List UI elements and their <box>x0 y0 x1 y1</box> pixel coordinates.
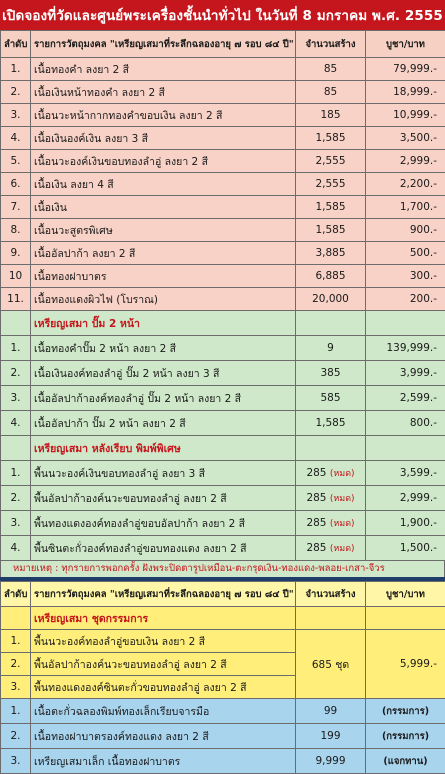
section-qty-cell <box>296 311 366 336</box>
row-qty <box>296 361 366 386</box>
row-price: 3,500.- <box>366 127 445 150</box>
section-no-cell <box>1 607 31 630</box>
row-item-name: เนื้อทองฝาบาตรองค์ทองแดง ลงยา 2 สี <box>31 724 296 749</box>
row-no: 3. <box>1 511 31 536</box>
table-row <box>1 288 445 311</box>
row-qty <box>296 411 366 436</box>
row-qty <box>296 386 366 411</box>
row-item-name: เนื้อทองฝาบาตร <box>31 265 296 288</box>
row-qty-value: 185 <box>320 109 340 121</box>
row-qty-value: 285 <box>306 517 326 529</box>
row-item-name: เนื้อนวะหน้ากากทองคำขอบเงิน ลงยา 2 สี <box>31 104 296 127</box>
row-qty: 9,999 <box>296 749 366 774</box>
row-item-name: เนื้ออัลปาก้าองค์ทองลำอู่ ปั๊ม 2 หน้า ลงยา 2 สี <box>31 386 296 411</box>
row-qty <box>296 127 366 150</box>
row-item-name: พื้นทองแดงองค์ซินตะกั่วขอบทองลำอู่ ลงยา 2 สี <box>31 676 296 699</box>
page-title: เปิดจองที่วัดและศูนย์พระเครื่องชั้นนำทั่วไป ในวันที่ 8 มกราคม พ.ศ. 2555 <box>0 0 445 30</box>
row-no: 3. <box>1 749 31 774</box>
row-no: 2. <box>1 81 31 104</box>
header-qty: จำนวนสร้าง <box>296 31 366 58</box>
row-no: 1. <box>1 630 31 653</box>
header2-name: รายการวัตถุมงคล "เหรียญเสมาที่ระลึกฉลองอายุ ๗ รอบ ๘๔ ปี" <box>31 582 296 607</box>
section-price-cell <box>366 436 445 461</box>
row-qty-value: 385 <box>320 367 340 379</box>
row-qty-value: 1,585 <box>315 132 345 144</box>
row-qty <box>296 173 366 196</box>
row-qty-value: 20,000 <box>312 293 349 305</box>
row-qty <box>296 336 366 361</box>
row-item-name: เนื้ออัลปาก้า ลงยา 2 สี <box>31 242 296 265</box>
row-qty-value: 9 <box>327 342 334 354</box>
row-qty <box>296 461 366 486</box>
row-price: 2,999.- <box>366 150 445 173</box>
table-row <box>1 724 445 749</box>
row-item-name: พื้นอัลปาก้าองค์นวะขอบทองลำอู่ ลงยา 2 สี <box>31 486 296 511</box>
table-row <box>1 58 445 81</box>
table-row <box>1 630 445 653</box>
row-qty: 99 <box>296 699 366 724</box>
row-no: 5. <box>1 150 31 173</box>
set-price: 5,999.- <box>366 630 445 699</box>
row-item-name: พื้นนวะองค์เงินขอบทองลำอู่ ลงยา 3 สี <box>31 461 296 486</box>
section-label <box>31 436 296 461</box>
row-item-name: เนื้อทองคำปั๊ม 2 หน้า ลงยา 2 สี <box>31 336 296 361</box>
row-qty-value: 1,585 <box>315 201 345 213</box>
section-header-row <box>1 436 445 461</box>
row-price: 900.- <box>366 219 445 242</box>
row-qty <box>296 536 366 561</box>
row-no: 1. <box>1 58 31 81</box>
table-row <box>1 361 445 386</box>
row-item-name: พื้นอัลปาก้าองค์นวะขอบทองลำอู่ ลงยา 2 สี <box>31 653 296 676</box>
row-no: 2. <box>1 653 31 676</box>
row-price: 2,999.- <box>366 486 445 511</box>
row-price: 800.- <box>366 411 445 436</box>
row-no: 1. <box>1 336 31 361</box>
row-price: (กรรมการ) <box>366 724 445 749</box>
header-price: บูชา/บาท <box>366 31 445 58</box>
table-row <box>1 196 445 219</box>
section-qty-cell <box>296 607 366 630</box>
footnote: หมายเหตุ : ทุกรายการพอกครั้ง ฝังพระปิดตารูปเหมือน-ตะกรุดเงิน-ทองแดง-พลอย-เกสา-จีวร <box>0 561 445 577</box>
row-price: 300.- <box>366 265 445 288</box>
row-item-name: เนื้อเงิน ลงยา 4 สี <box>31 173 296 196</box>
row-no: 2. <box>1 724 31 749</box>
row-qty-value: 285 <box>306 492 326 504</box>
table-row <box>1 461 445 486</box>
section-label-text: เหรียญเสมา ปั๊ม 2 หน้า <box>34 318 140 330</box>
row-qty <box>296 81 366 104</box>
row-qty <box>296 511 366 536</box>
row-qty <box>296 58 366 81</box>
table-row <box>1 127 445 150</box>
row-item-name: เนื้อนวะองค์เงินขอบทองลำอู่ ลงยา 2 สี <box>31 150 296 173</box>
table-row <box>1 173 445 196</box>
row-item-name: เนื้อทองคำ ลงยา 2 สี <box>31 58 296 81</box>
table-row <box>1 411 445 436</box>
header2-qty: จำนวนสร้าง <box>296 582 366 607</box>
table-row <box>1 242 445 265</box>
section-label-text: เหรียญเสมา ชุดกรรมการ <box>34 613 148 625</box>
section-price-cell <box>366 607 445 630</box>
row-no: 2. <box>1 486 31 511</box>
row-price: 1,900.- <box>366 511 445 536</box>
row-item-name: เหรียญเสมาเล็ก เนื้อทองฝาบาตร <box>31 749 296 774</box>
row-price: 10,999.- <box>366 104 445 127</box>
table-header-row <box>1 31 445 58</box>
row-qty-value: 285 <box>306 542 326 554</box>
row-no: 10 <box>1 265 31 288</box>
row-no: 4. <box>1 411 31 436</box>
header-no: ลำดับ <box>1 31 31 58</box>
row-qty <box>296 104 366 127</box>
row-price: 500.- <box>366 242 445 265</box>
row-qty-value: 585 <box>320 392 340 404</box>
row-price: 79,999.- <box>366 58 445 81</box>
row-qty-value: 6,885 <box>315 270 345 282</box>
row-price: (แจกทาน) <box>366 749 445 774</box>
row-no: 6. <box>1 173 31 196</box>
row-qty: 199 <box>296 724 366 749</box>
row-qty <box>296 242 366 265</box>
price-table-committee <box>0 581 445 774</box>
row-price: 18,999.- <box>366 81 445 104</box>
row-no: 2. <box>1 361 31 386</box>
row-price: 1,500.- <box>366 536 445 561</box>
row-price: 3,999.- <box>366 361 445 386</box>
set-qty: 685 ชุด <box>296 630 366 699</box>
row-item-name: เนื้อทองแดงผิวไฟ (โบราณ) <box>31 288 296 311</box>
row-price: 3,599.- <box>366 461 445 486</box>
table-row <box>1 336 445 361</box>
row-no: 1. <box>1 461 31 486</box>
header2-no: ลำดับ <box>1 582 31 607</box>
row-no: 4. <box>1 127 31 150</box>
row-qty <box>296 486 366 511</box>
row-no: 3. <box>1 104 31 127</box>
row-qty <box>296 150 366 173</box>
row-qty-value: 2,555 <box>315 178 345 190</box>
section-price-cell <box>366 311 445 336</box>
table-row <box>1 386 445 411</box>
row-price: 1,700.- <box>366 196 445 219</box>
table-row <box>1 265 445 288</box>
row-qty-value: 3,885 <box>315 247 345 259</box>
row-qty-value: 85 <box>324 86 337 98</box>
table-row <box>1 486 445 511</box>
row-item-name: พื้นซินตะกั่วองค์ทองลำอู่ขอบทองแดง ลงยา 2 สี <box>31 536 296 561</box>
row-no: 3. <box>1 676 31 699</box>
row-qty-value: 285 <box>306 467 326 479</box>
row-qty <box>296 196 366 219</box>
row-qty <box>296 265 366 288</box>
row-item-name: เนื้ออัลปาก้า ปั๊ม 2 หน้า ลงยา 2 สี <box>31 411 296 436</box>
row-item-name: เนื้อเงินองค์เงิน ลงยา 3 สี <box>31 127 296 150</box>
sold-out-badge: (หมด) <box>330 494 355 504</box>
table-row <box>1 699 445 724</box>
row-no: 7. <box>1 196 31 219</box>
section-no-cell <box>1 436 31 461</box>
section-header-row <box>1 607 445 630</box>
section-qty-cell <box>296 436 366 461</box>
row-price: 200.- <box>366 288 445 311</box>
row-price: 2,599.- <box>366 386 445 411</box>
header2-price: บูชา/บาท <box>366 582 445 607</box>
row-item-name: เนื้อเงิน <box>31 196 296 219</box>
row-qty-value: 1,585 <box>315 224 345 236</box>
row-item-name: เนื้อตะกั่วฉลองพิมพ์ทองเล็กเรียบจารมือ <box>31 699 296 724</box>
row-price: (กรรมการ) <box>366 699 445 724</box>
section-label-text: เหรียญเสมา หลังเรียบ พิมพ์พิเศษ <box>34 443 181 455</box>
row-qty <box>296 219 366 242</box>
header-name: รายการวัตถุมงคล "เหรียญเสมาที่ระลึกฉลองอายุ ๗ รอบ ๘๔ ปี" <box>31 31 296 58</box>
table-row <box>1 511 445 536</box>
row-no: 9. <box>1 242 31 265</box>
section-label <box>31 311 296 336</box>
row-price: 2,200.- <box>366 173 445 196</box>
row-qty-value: 1,585 <box>315 417 345 429</box>
row-qty-value: 2,555 <box>315 155 345 167</box>
table-row <box>1 104 445 127</box>
row-no: 8. <box>1 219 31 242</box>
sold-out-badge: (หมด) <box>330 544 355 554</box>
row-item-name: เนื้อนวะสูตรพิเศษ <box>31 219 296 242</box>
row-item-name: พื้นนวะองค์ทองลำอู่ขอบเงิน ลงยา 2 สี <box>31 630 296 653</box>
table-row <box>1 81 445 104</box>
row-item-name: เนื้อเงินหน้าทองคำ ลงยา 2 สี <box>31 81 296 104</box>
sold-out-badge: (หมด) <box>330 519 355 529</box>
row-price: 139,999.- <box>366 336 445 361</box>
row-qty <box>296 288 366 311</box>
table-row <box>1 150 445 173</box>
table-row <box>1 219 445 242</box>
table-header-row-2 <box>1 582 445 607</box>
row-qty-value: 85 <box>324 63 337 75</box>
row-no: 4. <box>1 536 31 561</box>
row-item-name: พื้นทองแดงองค์ทองลำอู่ขอบอัลปาก้า ลงยา 2 สี <box>31 511 296 536</box>
section-header-row <box>1 311 445 336</box>
price-table-main <box>0 30 445 561</box>
row-item-name: เนื้อเงินองค์ทองลำอู่ ปั๊ม 2 หน้า ลงยา 3 สี <box>31 361 296 386</box>
section-no-cell <box>1 311 31 336</box>
sold-out-badge: (หมด) <box>330 469 355 479</box>
row-no: 1. <box>1 699 31 724</box>
row-no: 11. <box>1 288 31 311</box>
row-no: 3. <box>1 386 31 411</box>
section-label <box>31 607 296 630</box>
table-row <box>1 749 445 774</box>
table-row <box>1 536 445 561</box>
